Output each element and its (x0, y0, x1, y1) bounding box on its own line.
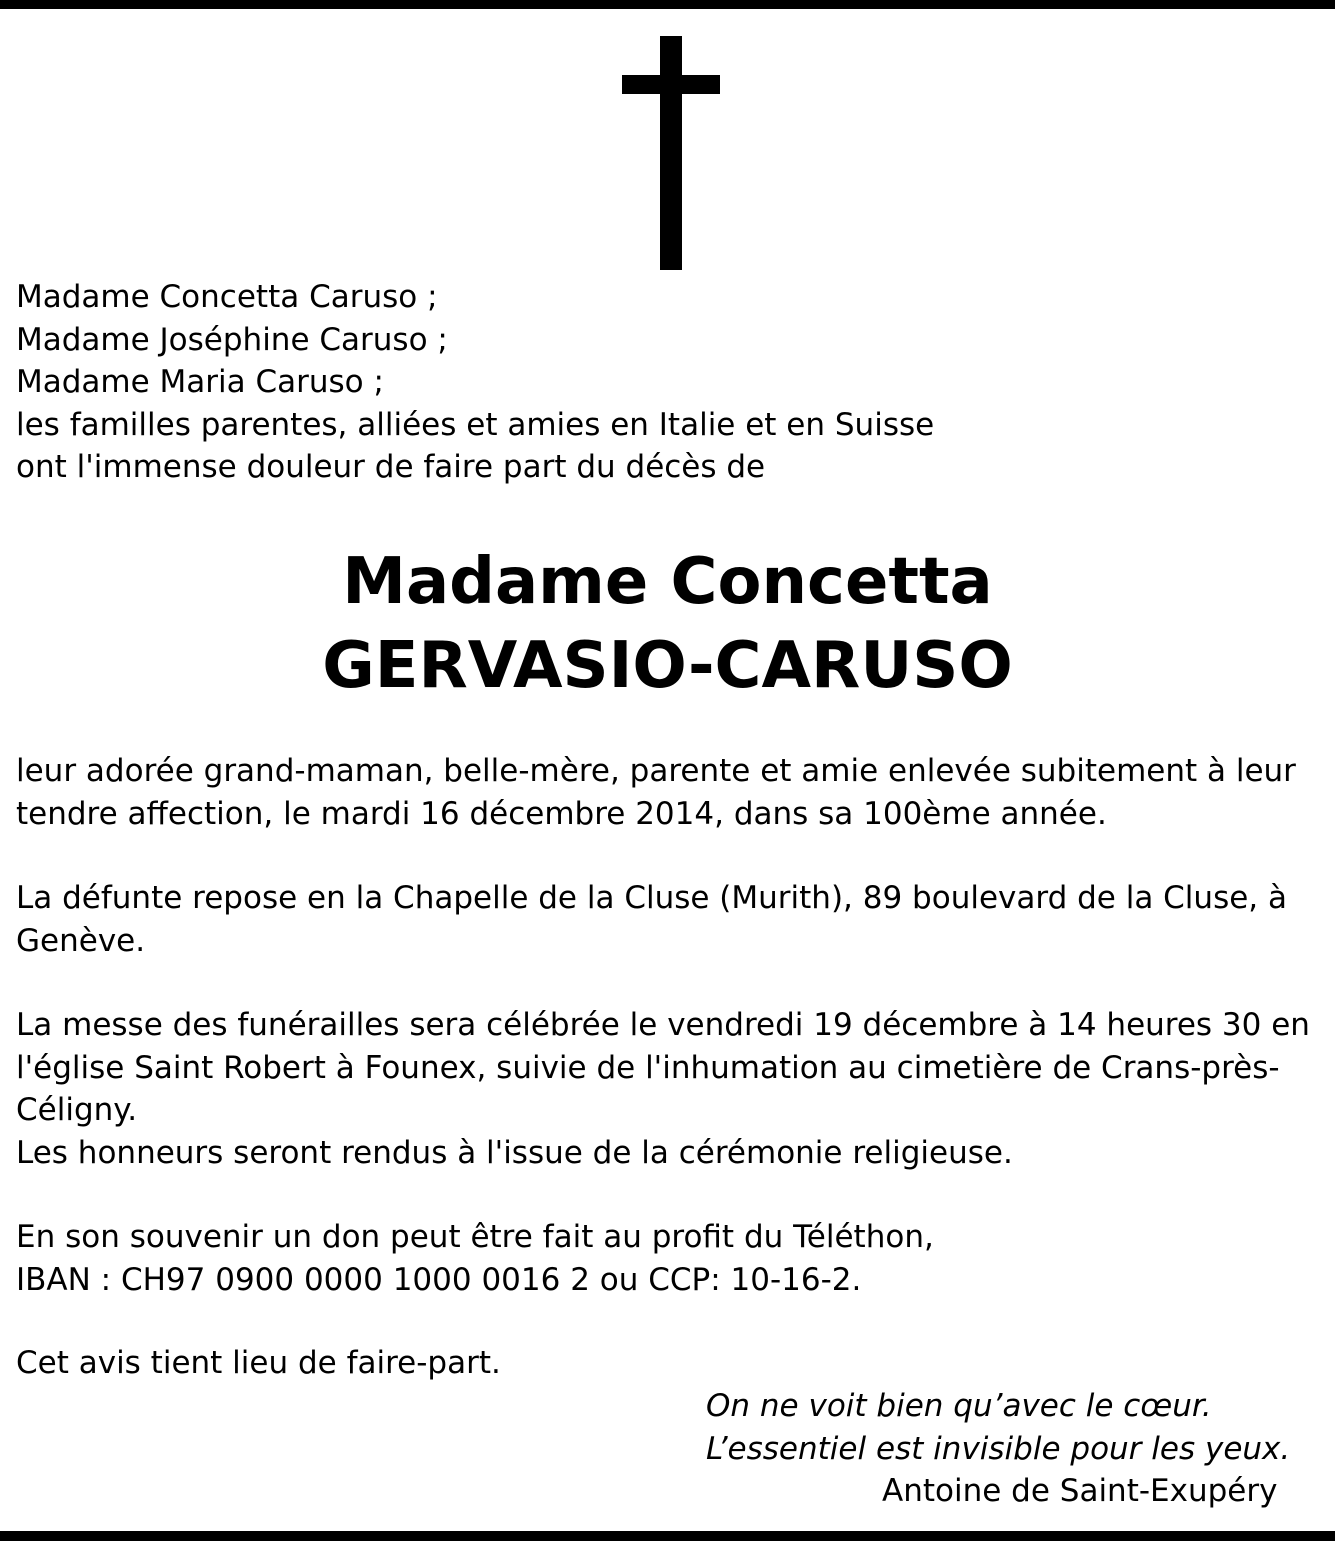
quote-block (706, 1385, 1306, 1513)
paragraph-line: La défunte repose en la Chapelle de la Cluse (Murith), 89 boulevard de la Cluse, à (16, 880, 1287, 916)
paragraph-line: Genève. (16, 922, 146, 959)
paragraph-line: tendre affection, le mardi 16 décembre 2014, dans sa 100ème année. (16, 795, 1107, 832)
announcer-line: les familles parentes, alliées et amies en Italie et en Suisse (16, 406, 935, 443)
cross-horizontal-bar (622, 75, 720, 94)
announcers-block (16, 276, 1316, 489)
cross-vertical-bar (660, 36, 682, 270)
deceased-name-line2: GERVASIO-CARUSO (322, 629, 1013, 703)
paragraph-line: La messe des funérailles sera célébrée le vendredi 19 décembre à 14 heures 30 en (16, 1007, 1310, 1043)
announcer-line: Madame Joséphine Caruso ; (16, 321, 448, 358)
tribute-paragraph (16, 750, 1316, 835)
cross-icon (622, 36, 720, 270)
announcer-line: Madame Maria Caruso ; (16, 364, 384, 400)
quote-line1: On ne voit bien qu’avec le cœur. (706, 1388, 1212, 1424)
paragraph-line: Les honneurs seront rendus à l'issue de la cérémonie religieuse. (16, 1134, 1013, 1171)
bottom-rule (0, 1531, 1335, 1541)
deceased-name-line1: Madame Concetta (342, 545, 993, 619)
donation-paragraph (16, 1216, 1316, 1301)
notice-paragraph (16, 1342, 1316, 1385)
paragraph-line: leur adorée grand-maman, belle-mère, parente et amie enlevée subitement à leur (16, 753, 1296, 789)
paragraph-line: l'église Saint Robert à Founex, suivie de l'inhumation au cimetière de Crans-près- (16, 1049, 1280, 1086)
announcer-line: ont l'immense douleur de faire part du décès de (16, 449, 766, 485)
repose-paragraph (16, 877, 1316, 962)
quote-line2: L’essentiel est invisible pour les yeux. (706, 1430, 1291, 1467)
paragraph-line: Cet avis tient lieu de faire-part. (16, 1345, 501, 1381)
top-rule (0, 0, 1335, 9)
funeral-paragraph (16, 1004, 1316, 1174)
paragraph-line: Céligny. (16, 1092, 138, 1128)
announcer-line: Madame Concetta Caruso ; (16, 279, 438, 315)
quote-author: Antoine de Saint-Exupéry (882, 1473, 1278, 1509)
paragraph-line: IBAN : CH97 0900 0000 1000 0016 2 ou CCP: 10-16-2. (16, 1261, 862, 1298)
deceased-name (0, 540, 1335, 708)
paragraph-line: En son souvenir un don peut être fait au profit du Téléthon, (16, 1219, 934, 1255)
